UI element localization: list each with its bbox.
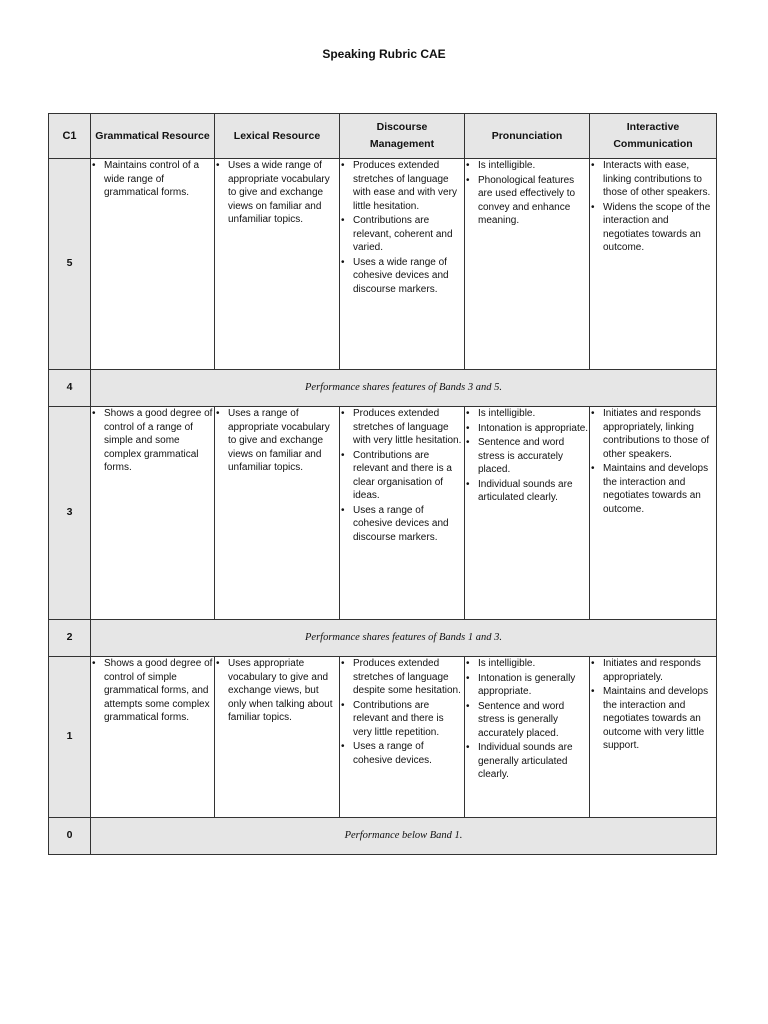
descriptor-item: • Uses a wide range of appropriate vocabulary to give and exchange views on familiar and unfamiliar topics. (215, 159, 339, 227)
descriptor-item: • Initiates and responds appropriately, linking contributions to those of other speakers. (590, 407, 716, 461)
descriptor-item: • Produces extended stretches of language with very little hesitation. (340, 407, 464, 448)
descriptor-item: • Is intelligible. (465, 159, 589, 173)
header-row (49, 114, 717, 159)
header-grammatical-resource: Grammatical Resource (91, 114, 215, 159)
pronunciation-cell (465, 407, 590, 620)
descriptor-item: • Maintains control of a wide range of grammatical forms. (91, 159, 214, 200)
descriptor-item: • Uses appropriate vocabulary to give and exchange views, but only when talking about familiar topics. (215, 657, 339, 725)
band-4-row (49, 370, 717, 407)
descriptor-item: • Shows a good degree of control of a range of simple and some complex grammatical forms. (91, 407, 214, 475)
descriptor-item: • Intonation is generally appropriate. (465, 672, 589, 699)
descriptor-item: • Contributions are relevant and there is a clear organisation of ideas. (340, 449, 464, 503)
descriptor-item: • Produces extended stretches of language with ease and with very little hesitation. (340, 159, 464, 213)
descriptor-list (340, 159, 464, 296)
descriptor-item: • Intonation is appropriate. (465, 422, 589, 436)
band-0-row (49, 818, 717, 855)
descriptor-item: • Is intelligible. (465, 407, 589, 421)
descriptor-list (215, 407, 339, 475)
band-number: 4 (49, 370, 91, 407)
descriptor-item: • Is intelligible. (465, 657, 589, 671)
grammar-cell (91, 407, 215, 620)
lexical-cell (215, 407, 340, 620)
descriptor-list (91, 407, 214, 475)
descriptor-item: • Interacts with ease, linking contributions to those of other speakers. (590, 159, 716, 200)
interactive-cell (590, 407, 717, 620)
pronunciation-cell (465, 159, 590, 370)
descriptor-list (215, 159, 339, 227)
descriptor-item: • Shows a good degree of control of simple grammatical forms, and attempts some complex grammatical forms. (91, 657, 214, 725)
header-pronunciation: Pronunciation (465, 114, 590, 159)
band-2-row (49, 620, 717, 657)
shared-features-note: Performance shares features of Bands 3 and 5. (91, 370, 717, 407)
descriptor-item: • Produces extended stretches of language despite some hesitation. (340, 657, 464, 698)
descriptor-list (340, 407, 464, 544)
header-discourse-management: Discourse Management (340, 114, 465, 159)
band-1-row (49, 657, 717, 818)
grammar-cell (91, 159, 215, 370)
band-number: 3 (49, 407, 91, 620)
descriptor-list (590, 159, 716, 255)
descriptor-list (91, 657, 214, 725)
lexical-cell (215, 159, 340, 370)
interactive-cell (590, 159, 717, 370)
band-number: 0 (49, 818, 91, 855)
discourse-cell (340, 407, 465, 620)
discourse-cell (340, 657, 465, 818)
descriptor-list (465, 407, 589, 505)
descriptor-item: • Uses a range of cohesive devices and discourse markers. (340, 504, 464, 545)
descriptor-item: • Widens the scope of the interaction and negotiates towards an outcome. (590, 201, 716, 255)
descriptor-item: • Initiates and responds appropriately. (590, 657, 716, 684)
pronunciation-cell (465, 657, 590, 818)
band-number: 5 (49, 159, 91, 370)
header-band-level: C1 (49, 114, 91, 159)
band-3-row (49, 407, 717, 620)
band-5-row (49, 159, 717, 370)
descriptor-item: • Sentence and word stress is generally accurately placed. (465, 700, 589, 741)
grammar-cell (91, 657, 215, 818)
below-band-note: Performance below Band 1. (91, 818, 717, 855)
descriptor-list (465, 657, 589, 782)
descriptor-item: • Maintains and develops the interaction and negotiates towards an outcome with very little support. (590, 685, 716, 753)
descriptor-item: • Sentence and word stress is accurately placed. (465, 436, 589, 477)
descriptor-item: • Contributions are relevant, coherent and varied. (340, 214, 464, 255)
descriptor-item: • Phonological features are used effectively to convey and enhance meaning. (465, 174, 589, 228)
header-lexical-resource: Lexical Resource (215, 114, 340, 159)
interactive-cell (590, 657, 717, 818)
shared-features-note: Performance shares features of Bands 1 and 3. (91, 620, 717, 657)
descriptor-item: • Uses a range of appropriate vocabulary to give and exchange views on familiar and unfamiliar topics. (215, 407, 339, 475)
document-title: Speaking Rubric CAE (322, 47, 446, 61)
descriptor-item: • Uses a range of cohesive devices. (340, 740, 464, 767)
descriptor-list (465, 159, 589, 228)
descriptor-list (590, 407, 716, 516)
discourse-cell (340, 159, 465, 370)
speaking-rubric-table (48, 113, 717, 855)
descriptor-item: • Individual sounds are generally articulated clearly. (465, 741, 589, 782)
lexical-cell (215, 657, 340, 818)
header-interactive-communication: Interactive Communication (590, 114, 717, 159)
band-number: 1 (49, 657, 91, 818)
descriptor-item: • Individual sounds are articulated clearly. (465, 478, 589, 505)
descriptor-list (215, 657, 339, 725)
band-number: 2 (49, 620, 91, 657)
descriptor-list (340, 657, 464, 767)
descriptor-item: • Uses a wide range of cohesive devices and discourse markers. (340, 256, 464, 297)
descriptor-list (91, 159, 214, 200)
descriptor-list (590, 657, 716, 753)
descriptor-item: • Contributions are relevant and there is very little repetition. (340, 699, 464, 740)
descriptor-item: • Maintains and develops the interaction and negotiates towards an outcome. (590, 462, 716, 516)
